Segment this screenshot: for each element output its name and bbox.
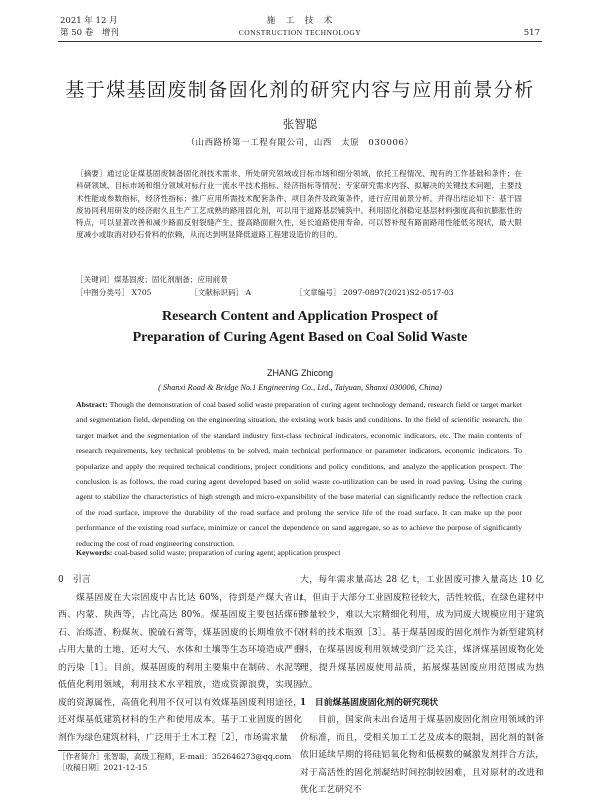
article-value: 2097-0897(2021)S2-0517-03	[342, 288, 454, 297]
body-paragraph: 煤基固废在大宗固废中占比达 60%，待到是产煤大省山西、内蒙、陕西等，占比高达 80%。煤基固废主要包括煤矸石、冶炼渣、粉煤灰、脱硫石膏等，煤基固废的长期堆放不仅占用大量的土地，还对大气、水体和土壤等生态环境造成严重的污染［1］。目前，煤基固废的利用主要集中在制砖、水泥等低值化利用领域，利用技术水平粗放，造成资源浪费，实现固废的资源属性，高值化利用不仅可以有效煤基固废利用途径，还对煤基低建筑材料的生产和使用成本。基于工业固废的固化剂作为绿色建筑材料，广泛用于土木工程［2］，市场需求量	[58, 592, 302, 743]
footnote-rule	[58, 750, 148, 751]
abstract-cn	[76, 168, 522, 242]
keywords-en-text: coal-based solid waste; preparation of curing agent; application prospect	[114, 548, 341, 557]
doc-code	[190, 287, 251, 298]
title-en-line1: Research Content and Application Prospect of	[162, 309, 438, 324]
section-1-heading: 1 目前煤基固废固化剂的研究现状	[300, 697, 439, 708]
abstract-en	[76, 397, 522, 551]
clc-value: X705	[131, 288, 152, 297]
header-page-number: 517	[523, 28, 540, 38]
footnote-author: ［作者简介］张智聪，高级工程师，E-mail：352646273@qq.com	[58, 752, 292, 761]
footnote-received: ［收稿日期］2021-12-15	[58, 763, 148, 772]
classification-line	[76, 287, 151, 298]
body-paragraph: 目前，国家尚未出台适用于煤基固废固化剂应用领域的评价标准，而且，受相关加工工艺及成本的限制，固化剂的制备依旧延续早期的将硅铝氧化物和低模数的碱激发剂拌合方法，对于高活性的固化剂凝结时间控制较困难，且对原材的改进和优化工艺研究不	[300, 715, 544, 795]
keywords-cn-text: 煤基固废；固化剂制备；应用前景	[113, 275, 228, 284]
header-journal-en: CONSTRUCTION TECHNOLOGY	[238, 28, 362, 37]
title-en-line2: Preparation of Curing Agent Based on Coal Solid Waste	[132, 330, 468, 345]
body-left-column	[58, 572, 302, 747]
keywords-en-label: Keywords:	[76, 548, 113, 557]
affiliation-cn: （山西路桥第一工程有限公司，山西 太原 030006）	[186, 138, 414, 148]
keywords-cn-label: ［关键词］	[76, 275, 114, 284]
author-en: ZHANG Zhicong	[266, 368, 334, 378]
keywords-en	[76, 545, 522, 560]
title-cn: 基于煤基固废制备固化剂的研究内容与应用前景分析	[65, 79, 535, 101]
abstract-en-label: Abstract:	[76, 400, 108, 409]
keywords-cn	[76, 274, 228, 285]
article-label: ［文章编号］	[295, 288, 341, 297]
abstract-cn-text: 通过论证煤基固废制备固化剂技术需求、所处研究领域或目标市场和细分领域，依托工程情况、现有的工作基础和条件；在科研领域、目标市场和细分领域对标行业一流水平技术指标、经济指标等情况；专家研究需求内容、拟解决的关键技术问题，主要技术性能或参数指标，经济性指标；推广应用所需技术配套条件、项目条件及政策条件，进行应用前景分析。并得出结论如下：基于固废协同利用研发的经济耐久且生产工艺成熟的路用固化剂，可以用于道路基层铺筑中。利用固化剂稳定基层材料强度高和抗膨胀性的特点，可以显著改善和减少路面反射裂缝产生，提高路面耐久性，延长道路使用寿命。可以替补现有路面路用性能低劣现状，最大限度减小或取消对砂石骨料的依赖，从而达到明显降低道路工程建设造价的目的。	[76, 169, 522, 240]
doc-value: A	[245, 288, 252, 297]
header-date: 2021 年 12 月	[60, 16, 118, 26]
author-cn: 张智聪	[282, 117, 318, 131]
header-issue: 第 50 卷 增刊	[60, 28, 119, 38]
body-right-column	[300, 572, 544, 800]
body-paragraph: 大，每年需求量高达 28 亿 t，工业固废可掺入量高达 10 亿 t，但由于大部分工业固废粒径较大，活性较低，在绿色建材中掺量较少，难以大宗精细化利用，成为同废大规模应用于建筑材料的技术瓶颈［3］。基于煤基固废的固化剂作为新型建筑材料，在煤基固废利用领域受到广泛关注，煤济煤基固废物化处理，提升煤基固废使用品质，拓展煤基固废应用范围成为热点。	[300, 575, 544, 690]
article-number	[295, 287, 454, 298]
header-rule	[58, 41, 542, 42]
abstract-en-text: Though the demonstration of coal based solid waste preparation of curing agent technology demand, research field or target market and segmentation field, depending on the engineering situation, the existing work basis and conditions. In the field of scientific research, the target market and the segmentation of the standard industry first-class technical indicators, economic indicators, etc. The main contents of research requirements, key technical problems to be solved, main technical performance or parameter indicators, economic indicators. To popularize and apply the required technical conditions, project conditions and policy conditions, and analyze the application prospect. The conclusion is as follows, the road curing agent developed based on solid waste co-utilization can be used in road paving. Using the curing agent to stabilize the characteristics of high strength and micro-expansibility of the base material can significantly reduce the reflection crack of the road surface, improve the durability of the road surface and prolong the service life of the road surface. It can make up the poor performance of the existing road surface, minimize or cancel the dependence on sand aggregate, so as to achieve the purpose of significantly reducing the cost of road engineering construction.	[76, 400, 523, 548]
abstract-cn-label: ［摘要］	[76, 169, 107, 178]
section-0-heading: 0 引言	[58, 575, 91, 585]
affiliation-en: ( Shanxi Road & Bridge No.1 Engineering Co., Ltd., Taiyuan, Shanxi 030006, China)	[158, 383, 442, 392]
doc-label: ［文献标识码］	[190, 288, 244, 297]
clc-label: ［中图分类号］	[76, 288, 130, 297]
header-journal-cn: 施 工 技 术	[266, 16, 334, 26]
